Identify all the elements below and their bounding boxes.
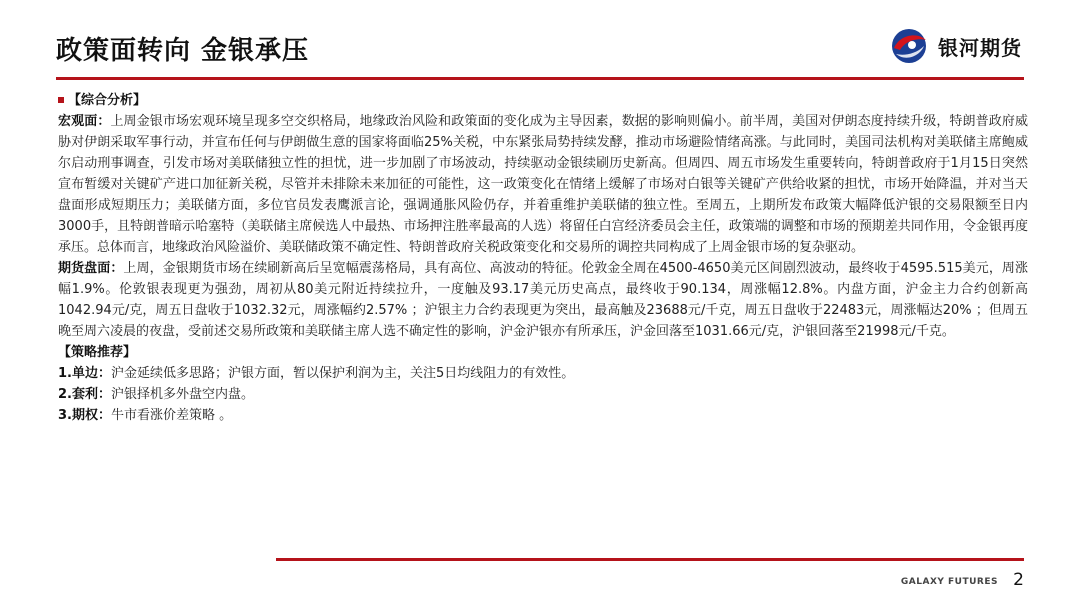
logo-text: 银河期货 [938,35,1022,60]
strategy-item-label: 2.套利： [58,387,111,402]
square-bullet-icon [58,97,64,103]
strategy-item-text: 牛市看涨价差策略 。 [110,408,233,423]
analysis-heading-text: 【综合分析】 [68,93,147,108]
futures-text: 上周，金银期货市场在续刷新高后呈宽幅震荡格局，具有高位、高波动的特征。伦敦金全周在4500-4650美元区间剧烈波动，最终收于4595.515美元，周涨幅1.9%。伦敦银表现更为强劲，周初从80美元附近持续拉升，一度触及93.17美元历史高点，最终收于90.134，周涨幅12.8%。内盘方面，沪金主力合约创新高1042.94元/克，周五日盘收于1032.32元，周涨幅约2.57% ；沪银主力合约表现更为突出，最高触及23688元/千克，周五日盘收于22483元，周涨幅达20% ；但周五晚至周六凌晨的夜盘，受前述交易所政策和美联储主席人选不确定性的影响，沪金沪银亦有所承压，沪金回落至1031.66元/克，沪银回落至21998元/千克。 [58,261,1028,339]
strategy-item-label: 3.期权： [58,408,111,423]
macro-text: 上周金银市场宏观环境呈现多空交织格局，地缘政治风险和政策面的变化成为主导因素，数据的影响则偏小。前半周，美国对伊朗态度持续升级，特朗普政府威胁对伊朗采取军事行动，并宣布任何与伊朗做生意的国家将面临25%关税，中东紧张局势持续发酵，推动市场避险情绪高涨。与此同时，美国司法机构对美联储主席鲍威尔启动刑事调查，引发市场对美联储独立性的担忧，进一步加剧了市场波动，持续驱动金银续刷历史新高。但周四、周五市场发生重要转向，特朗普政府于1月15日突然宣布暂缓对关键矿产进口加征新关税，尽管并未排除未来加征的可能性，这一政策变化在情绪上缓解了市场对白银等关键矿产供给收紧的担忧，市场开始降温，并对当天盘面形成短期压力；美联储方面，多位官员发表鹰派言论，强调通胀风险仍存，并着重维护美联储的独立性。至周五，上期所发布政策大幅降低沪银的交易限额至日内3000手，且特朗普暗示哈塞特（美联储主席候选人中最热、市场押注胜率最高的人选）将留任白宫经济委员会主任，政策端的调整和市场的预期差共同作用，令金银再度承压。总体而言，地缘政治风险溢价、美联储政策不确定性、特朗普政府关税政策变化和交易所的调控共同构成了上周金银市场的复杂驱动。 [58,114,1028,255]
strategy-item [58,405,1028,426]
analysis-heading [58,90,1028,111]
header-divider [56,77,1024,80]
page-number: 2 [1013,570,1024,590]
futures-paragraph [58,258,1028,342]
page-title: 政策面转向 金银承压 [56,36,310,66]
strategy-item-text: 沪银择机多外盘空内盘。 [110,387,254,402]
main-content [58,90,1028,426]
strategy-item-text: 沪金延续低多思路；沪银方面，暂以保护利润为主，关注5日均线阻力的有效性。 [110,366,575,381]
futures-label: 期货盘面： [58,261,124,276]
strategy-item-label: 1.单边： [58,366,111,381]
macro-label: 宏观面： [58,114,111,129]
strategy-item [58,384,1028,405]
strategy-item [58,363,1028,384]
strategy-heading: 【策略推荐】 [58,345,137,360]
galaxy-logo-icon [888,26,930,66]
macro-paragraph [58,111,1028,258]
footer-divider [276,558,1024,561]
company-logo [888,26,1022,66]
footer-brand: GALAXY FUTURES [900,577,998,587]
